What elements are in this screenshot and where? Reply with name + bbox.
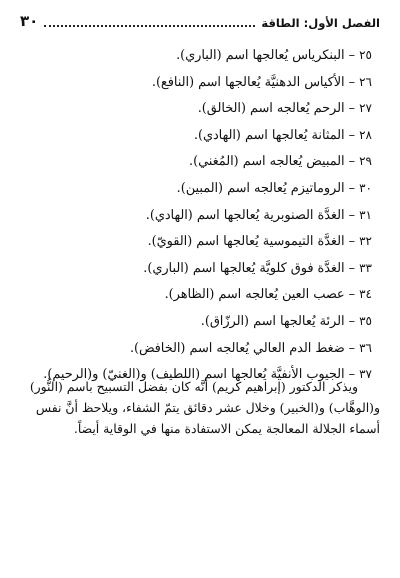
item-number: ٢٧ bbox=[359, 101, 372, 116]
list-item: ٢٦ – الأكياس الدهنيَّة يُعالجها اسم (النافع). bbox=[151, 74, 372, 90]
item-number: ٢٥ bbox=[359, 48, 372, 62]
item-text: الغدَّة الصنوبرية يُعالجها اسم (الهادي). bbox=[145, 207, 345, 223]
closing-paragraph bbox=[20, 376, 380, 439]
list-item: ٢٧ – الرحم يُعالجه اسم (الخالق). bbox=[197, 101, 372, 117]
item-text: الغدَّة فوق كلويَّة يُعالجها اسم (الباري). bbox=[143, 260, 345, 276]
leader-dots bbox=[44, 24, 255, 27]
paragraph-line: و(الوهَّاب) و(الخبير) وخلال عشر دقائق يتمّ الشفاء، ويلاحظ أنَّ نفس bbox=[35, 400, 380, 415]
item-number: ٣٦ bbox=[359, 340, 372, 355]
item-number: ٣٤ bbox=[359, 287, 372, 302]
list-item: ٣٣ – الغدَّة فوق كلويَّة يُعالجها اسم (الباري). bbox=[143, 260, 372, 276]
list-item: ٣٠ – الروماتيزم يُعالجه اسم (المبين). bbox=[176, 180, 372, 196]
item-number: ٢٦ bbox=[359, 74, 372, 89]
item-number: ٣١ bbox=[359, 207, 372, 222]
item-text: الروماتيزم يُعالجه اسم (المبين). bbox=[176, 180, 345, 196]
item-text: عصب العين يُعالجه اسم (الظاهر). bbox=[164, 287, 345, 303]
paragraph-line: أسماء الجلالة المعالجة يمكن الاستفادة منها في الوقاية أيضاً. bbox=[73, 421, 380, 436]
list-item: ٢٥ – البنكرياس يُعالجها اسم (الباري). bbox=[176, 48, 372, 63]
item-text: الرئة يُعالجها اسم (الرزّاق). bbox=[200, 313, 345, 329]
item-number: ٣٠ bbox=[359, 180, 372, 195]
item-number: ٢٩ bbox=[359, 154, 372, 169]
list-item: ٣٤ – عصب العين يُعالجه اسم (الظاهر). bbox=[164, 287, 372, 303]
item-number: ٣٢ bbox=[359, 234, 372, 249]
chapter-title: الفصل الأول: الطاقة bbox=[261, 16, 380, 30]
page-header bbox=[20, 8, 380, 30]
item-text: الرحم يُعالجه اسم (الخالق). bbox=[197, 101, 345, 117]
list-item: ٣١ – الغدَّة الصنوبرية يُعالجها اسم (الهادي). bbox=[145, 207, 372, 223]
treatment-list bbox=[20, 42, 380, 388]
item-text: البنكرياس يُعالجها اسم (الباري). bbox=[176, 48, 345, 63]
list-item: ٣٦ – ضغط الدم العالي يُعالجه اسم (الخافض). bbox=[129, 340, 372, 356]
item-text: الغدَّة التيموسية يُعالجها اسم (القويّ). bbox=[147, 234, 345, 250]
item-text: المثانة يُعالجها اسم (الهادي). bbox=[193, 127, 345, 143]
list-item: ٢٩ – المبيض يُعالجه اسم (المُغني). bbox=[189, 154, 372, 170]
list-item: ٣٧ – الجيوب الأنفيَّة يُعالجها اسم (اللطيف) و(الغنيّ) و(الرحيم). bbox=[43, 367, 372, 383]
item-number: ٣٥ bbox=[359, 313, 372, 328]
list-item: ٢٨ – المثانة يُعالجها اسم (الهادي). bbox=[193, 127, 372, 143]
item-text: ضغط الدم العالي يُعالجه اسم (الخافض). bbox=[129, 340, 345, 356]
list-item: ٣٢ – الغدَّة التيموسية يُعالجها اسم (القويّ). bbox=[147, 234, 372, 250]
item-number: ٢٨ bbox=[359, 127, 372, 142]
item-number: ٣٧ bbox=[359, 367, 372, 382]
list-item: ٣٥ – الرئة يُعالجها اسم (الرزّاق). bbox=[200, 313, 372, 329]
item-text: المبيض يُعالجه اسم (المُغني). bbox=[189, 154, 345, 170]
item-text: الأكياس الدهنيَّة يُعالجها اسم (النافع). bbox=[151, 74, 345, 90]
page-number: ٣٠ bbox=[20, 12, 39, 30]
paragraph-line: ويذكر الدكتور (إبراهيم كريم) أنَّه كان بفضل التسبيح باسم (النُّور) bbox=[29, 379, 358, 394]
item-number: ٣٣ bbox=[359, 260, 372, 275]
item-text: الجيوب الأنفيَّة يُعالجها اسم (اللطيف) و(الغنيّ) و(الرحيم). bbox=[43, 367, 345, 383]
